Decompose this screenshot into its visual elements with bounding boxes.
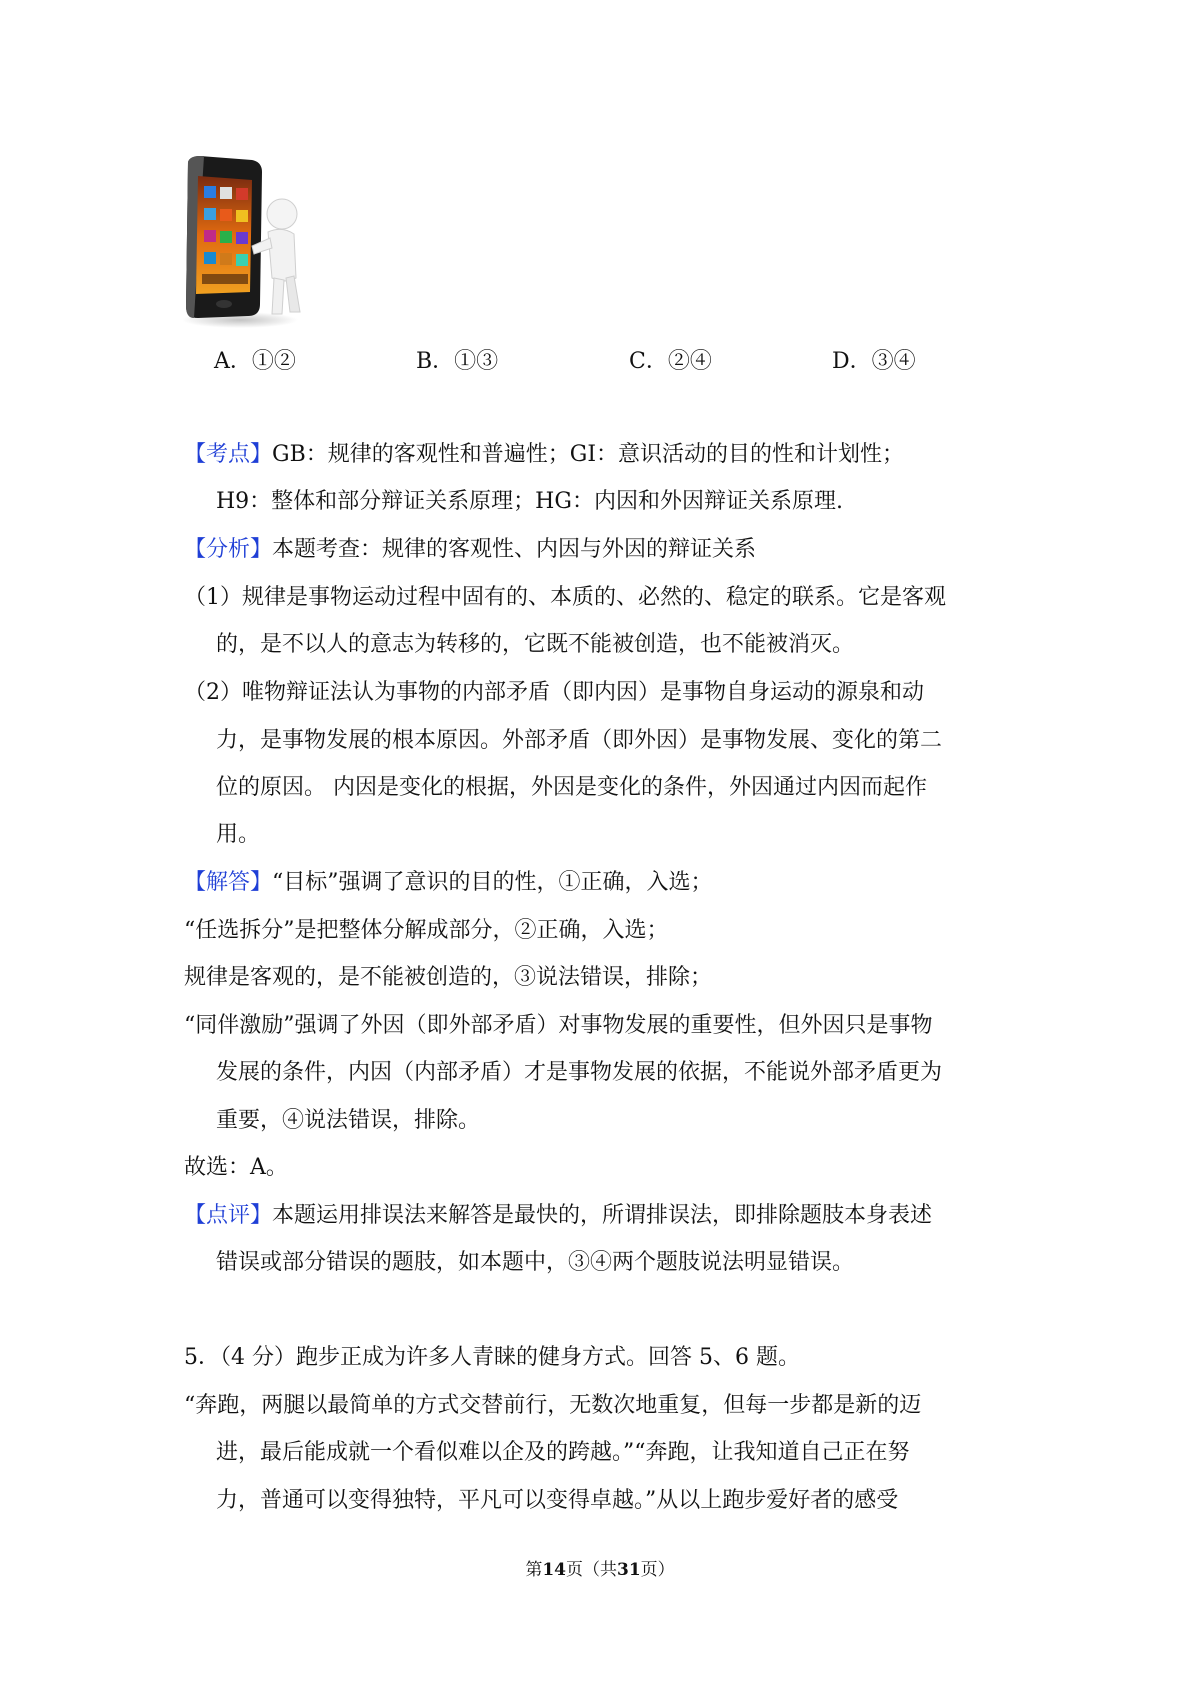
jieda-line-2: “任选拆分”是把整体分解成部分，②正确，入选； <box>184 918 669 943</box>
footer-total-pages: 31 <box>617 1560 641 1580</box>
footer-mid: 页（共 <box>566 1560 617 1580</box>
fenxi-p2-line-2: 力，是事物发展的根本原因。外部矛盾（即外因）是事物发展、变化的第二 <box>216 728 943 753</box>
jieda-line-5: 发展的条件，内因（内部矛盾）才是事物发展的依据，不能说外部矛盾更为 <box>216 1060 943 1085</box>
kaodian-tag: 【考点】 <box>184 442 273 467</box>
kaodian-line-1 <box>184 440 904 470</box>
option-c <box>629 347 712 377</box>
jieda-line-6: 重要，④说法错误，排除。 <box>216 1108 481 1133</box>
option-a <box>214 347 296 377</box>
fenxi-p2-line-1: （2）唯物辩证法认为事物的内部矛盾（即内因）是事物自身运动的源泉和动 <box>184 680 924 705</box>
fenxi-p2-line-3: 位的原因。 内因是变化的根据，外因是变化的条件，外因通过内因而起作 <box>216 775 927 800</box>
fenxi-tag: 【分析】 <box>184 537 273 562</box>
option-d-letter: D． <box>832 349 872 374</box>
dianping-line-2: 错误或部分错误的题肢，如本题中，③④两个题肢说法明显错误。 <box>216 1250 855 1275</box>
smartphone-with-3d-figure-icon <box>180 154 306 328</box>
option-a-text: ①② <box>251 349 296 374</box>
page-footer <box>0 1559 1200 1581</box>
kaodian-text-1: GB：规律的客观性和普遍性；GI：意识活动的目的性和计划性； <box>272 442 905 467</box>
kaodian-line-2: H9：整体和部分辩证关系原理；HG：内因和外因辩证关系原理. <box>216 489 843 514</box>
footer-pre: 第 <box>525 1560 543 1580</box>
option-b <box>416 347 498 377</box>
option-c-letter: C． <box>629 349 668 374</box>
jieda-line-7: 故选：A。 <box>184 1155 288 1180</box>
option-c-text: ②④ <box>667 349 712 374</box>
jieda-line-4: “同伴激励”强调了外因（即外部矛盾）对事物发展的重要性，但外因只是事物 <box>184 1013 933 1038</box>
option-b-text: ①③ <box>454 349 499 374</box>
option-d <box>832 347 916 377</box>
fenxi-p1-line-2: 的，是不以人的意志为转移的，它既不能被创造，也不能被消灭。 <box>216 632 855 657</box>
question-5-line-2: “奔跑，两腿以最简单的方式交替前行，无数次地重复，但每一步都是新的迈 <box>184 1393 922 1418</box>
option-b-letter: B． <box>416 349 455 374</box>
dianping-line-1 <box>184 1201 932 1231</box>
option-d-text: ③④ <box>871 349 916 374</box>
jieda-text-1: “目标”强调了意识的目的性，①正确，入选； <box>272 870 713 895</box>
jieda-tag: 【解答】 <box>184 870 273 895</box>
fenxi-text-1: 本题考查：规律的客观性、内因与外因的辩证关系 <box>272 537 757 562</box>
dianping-text-1: 本题运用排误法来解答是最快的，所谓排误法，即排除题肢本身表述 <box>272 1203 933 1228</box>
question-5-line-1: 5．（4 分）跑步正成为许多人青睐的健身方式。回答 5、6 题。 <box>184 1345 800 1370</box>
fenxi-line-1 <box>184 535 756 565</box>
fenxi-p1-line-1: （1）规律是事物运动过程中固有的、本质的、必然的、稳定的联系。它是客观 <box>184 585 946 610</box>
jieda-line-3: 规律是客观的，是不能被创造的，③说法错误，排除； <box>184 965 713 990</box>
option-a-letter: A． <box>214 349 252 374</box>
fenxi-p2-line-4: 用。 <box>216 822 261 847</box>
dianping-tag: 【点评】 <box>184 1203 273 1228</box>
footer-page-number: 14 <box>542 1560 566 1580</box>
question-5-line-3: 进，最后能成就一个看似难以企及的跨越。”“奔跑，让我知道自己正在努 <box>216 1440 910 1465</box>
jieda-line-1 <box>184 868 713 898</box>
question-5-line-4: 力，普通可以变得独特，平凡可以变得卓越。”从以上跑步爱好者的感受 <box>216 1488 899 1513</box>
footer-post: 页） <box>640 1560 675 1580</box>
